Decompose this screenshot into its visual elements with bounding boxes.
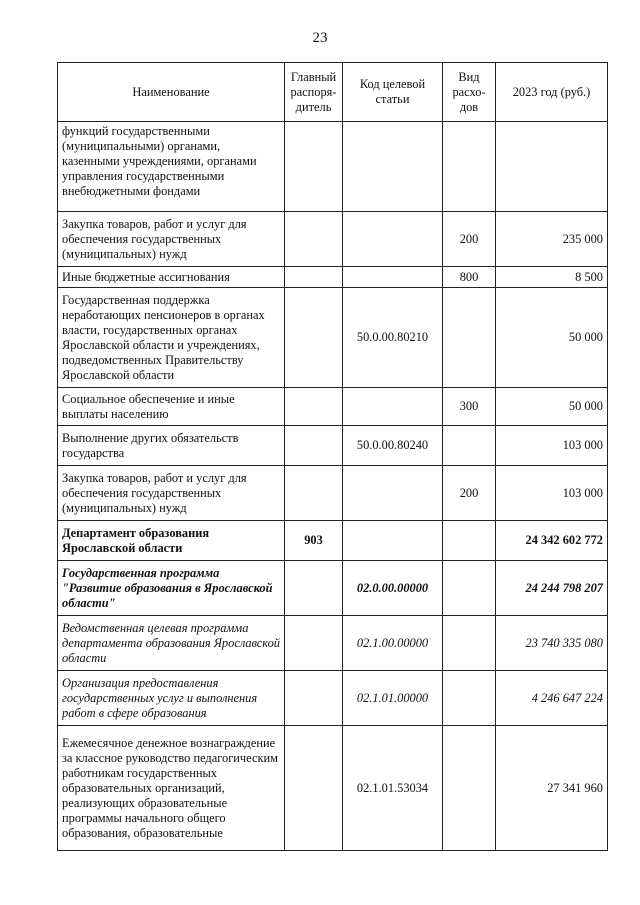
row-admin	[285, 267, 343, 288]
row-name: Закупка товаров, работ и услуг для обеспечения государственных (муниципальных) нужд	[58, 466, 285, 521]
row-name: Ежемесячное денежное вознаграждение за классное руководство педагогическим работникам государственных образовательных организаций, реализующих образовательные программы начального общего образования, образовательные	[58, 726, 285, 851]
row-admin	[285, 212, 343, 267]
row-type	[443, 426, 496, 466]
row-sum: 23 740 335 080	[496, 616, 608, 671]
table-header-row	[58, 63, 608, 122]
row-type: 200	[443, 212, 496, 267]
row-code: 50.0.00.80210	[343, 288, 443, 388]
row-code: 02.1.01.53034	[343, 726, 443, 851]
row-code	[343, 388, 443, 426]
header-code: Код целевой статьи	[343, 63, 443, 122]
row-code: 02.1.01.00000	[343, 671, 443, 726]
table-row	[58, 466, 608, 521]
row-sum: 103 000	[496, 466, 608, 521]
row-sum: 103 000	[496, 426, 608, 466]
row-name: Закупка товаров, работ и услуг для обеспечения государственных (муниципальных) нужд	[58, 212, 285, 267]
row-admin	[285, 466, 343, 521]
table-row	[58, 267, 608, 288]
row-admin	[285, 288, 343, 388]
row-admin	[285, 671, 343, 726]
row-sum: 235 000	[496, 212, 608, 267]
row-type	[443, 288, 496, 388]
row-admin	[285, 122, 343, 212]
row-name: Департамент образования Ярославской области	[58, 521, 285, 561]
row-type	[443, 616, 496, 671]
row-name: Государственная поддержка неработающих пенсионеров в органах власти, государственных органах Ярославской области и учреждениях, подведомственных Правительству Ярославской области	[58, 288, 285, 388]
row-code	[343, 212, 443, 267]
row-sum: 4 246 647 224	[496, 671, 608, 726]
budget-table	[57, 62, 608, 851]
row-type	[443, 122, 496, 212]
table-row	[58, 521, 608, 561]
row-admin: 903	[285, 521, 343, 561]
table-row	[58, 288, 608, 388]
table-row	[58, 388, 608, 426]
table-row	[58, 212, 608, 267]
row-admin	[285, 726, 343, 851]
row-code: 02.1.00.00000	[343, 616, 443, 671]
row-code: 50.0.00.80240	[343, 426, 443, 466]
table-row	[58, 726, 608, 851]
row-name: Иные бюджетные ассигнования	[58, 267, 285, 288]
row-sum: 8 500	[496, 267, 608, 288]
page-number: 23	[312, 30, 328, 46]
table-row	[58, 561, 608, 616]
row-code	[343, 122, 443, 212]
row-admin	[285, 561, 343, 616]
row-type	[443, 561, 496, 616]
row-type: 300	[443, 388, 496, 426]
row-type: 800	[443, 267, 496, 288]
row-sum: 27 341 960	[496, 726, 608, 851]
row-sum: 50 000	[496, 388, 608, 426]
row-code	[343, 521, 443, 561]
header-sum: 2023 год (руб.)	[496, 63, 608, 122]
table-row	[58, 671, 608, 726]
header-name: Наименование	[58, 63, 285, 122]
row-type	[443, 726, 496, 851]
row-admin	[285, 388, 343, 426]
row-code: 02.0.00.00000	[343, 561, 443, 616]
row-sum: 24 244 798 207	[496, 561, 608, 616]
row-name: Выполнение других обязательств государства	[58, 426, 285, 466]
row-type	[443, 671, 496, 726]
row-type	[443, 521, 496, 561]
row-name: Организация предоставления государственных услуг и выполнения работ в сфере образования	[58, 671, 285, 726]
row-admin	[285, 426, 343, 466]
row-sum: 50 000	[496, 288, 608, 388]
row-sum: 24 342 602 772	[496, 521, 608, 561]
header-admin: Главный распоря-дитель	[285, 63, 343, 122]
row-name: Социальное обеспечение и иные выплаты населению	[58, 388, 285, 426]
row-code	[343, 466, 443, 521]
row-name: функций государственными (муниципальными) органами, казенными учреждениями, органами управления государственными внебюджетными фондами	[58, 122, 285, 212]
row-sum	[496, 122, 608, 212]
row-code	[343, 267, 443, 288]
row-type: 200	[443, 466, 496, 521]
table-row	[58, 426, 608, 466]
row-name: Ведомственная целевая программа департамента образования Ярославской области	[58, 616, 285, 671]
row-name: Государственная программа "Развитие образования в Ярославской области"	[58, 561, 285, 616]
table-row	[58, 122, 608, 212]
header-type: Вид расхо-дов	[443, 63, 496, 122]
row-admin	[285, 616, 343, 671]
table-row	[58, 616, 608, 671]
